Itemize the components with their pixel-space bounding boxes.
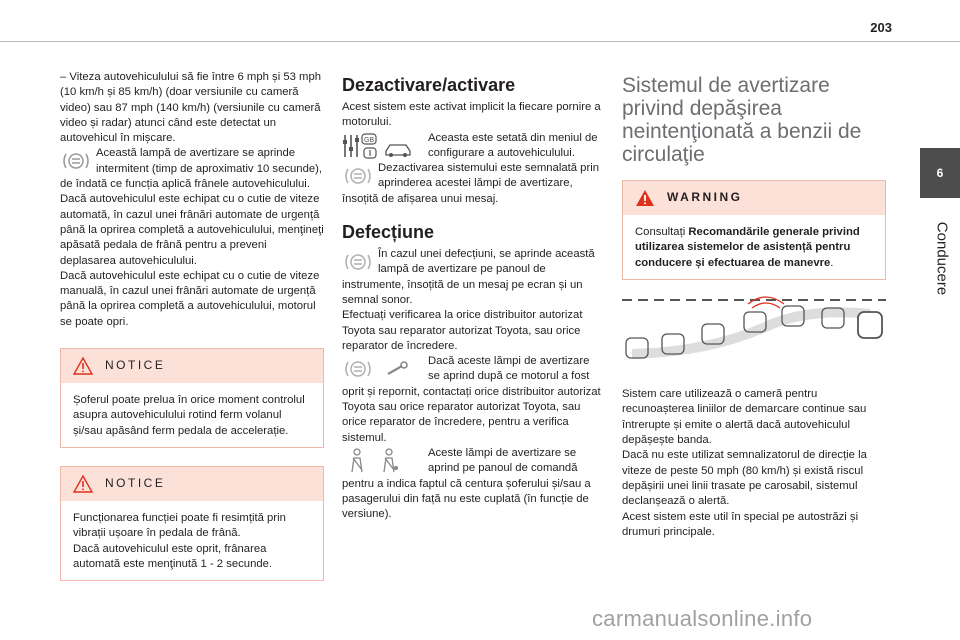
- notice-text: Șoferul poate prelua în orice moment controlul asupra autovehiculului rotind ferm volanul și/sau apăsând ferm pedala de accelerație.: [73, 394, 305, 437]
- notice-body: [61, 383, 323, 447]
- notice-header: [61, 467, 323, 501]
- menu-setting-text: Aceasta este setată din meniul de configurare a autovehiculului.: [428, 131, 598, 159]
- check-dealer-text: Efectuați verificarea la orice distribuitor autorizat Toyota sau reparator autorizat Toyota, sau orice reparator de încredere.: [342, 309, 583, 352]
- lamps-restart-text: Dacă aceste lămpi de avertizare se aprind după ce motorul a fost oprit și repornit, contactați orice distribuitor autorizat Toyota sau orice reparator autorizat Toyota, sau orice reparator de încredere, pentru a verifica sistemul.: [342, 355, 601, 444]
- aeb-warning-lamp-icon: [60, 146, 92, 176]
- speed-condition-text: – Viteza autovehiculului să fie între 6 mph și 53 mph (10 km/h și 85 km/h) (doar versiunile cu cameră video) sau 87 mph (140 km/h) (versiunile cu cameră video și radar) atunci când este detectat un autovehicul în mișcare.: [60, 71, 322, 145]
- notice-line-2: Dacă autovehiculul este oprit, frânarea automată este menţinută 1 - 2 secunde.: [73, 542, 273, 570]
- watermark: carmanualsonline.info: [592, 606, 813, 631]
- fault-lamp-icon: [342, 247, 374, 277]
- fault-text: În cazul unei defecțiuni, se aprinde această lampă de avertizare pe panoul de instrumente, însoțită de un mesaj pe ecran și un semnal sonor.: [342, 248, 595, 306]
- caution-triangle-icon: [73, 475, 93, 493]
- deactivation-lamp-icon: [342, 161, 374, 191]
- service-wrench-lamps-icon: [342, 354, 424, 384]
- lane-alert-condition: Dacă nu este utilizat semnalizatorul de direcție la viteze de peste 50 mph (80 km/h) și există riscul depășirii unei linii trasate pe carosabil, sistemul declanșează o alertă.: [622, 449, 867, 508]
- page-number: 203: [870, 20, 892, 35]
- gb-label: GB: [363, 136, 375, 144]
- deactivation-paragraph: [342, 161, 604, 207]
- belt-paragraph: [342, 446, 604, 522]
- chapter-title-text: Conducere: [933, 221, 951, 296]
- settings-menu-car-icon: [342, 131, 424, 161]
- notice-title: NOTICE: [105, 358, 166, 373]
- header-divider: [0, 41, 960, 42]
- fault-paragraph: [342, 247, 604, 308]
- section-heading-lane-departure: Sistemul de avertizare privind depăşirea neintenţionată a benzii de circulaţie: [622, 74, 862, 166]
- notice-box-2: [60, 466, 324, 581]
- warning-link-text: Recomandările generale privind utilizarea sistemelor de asistență pentru conducere și efectuarea de manevre: [635, 226, 860, 269]
- default-activation-text: Acest sistem este activat implicit la fiecare pornire a motorului.: [342, 101, 601, 129]
- notice-line-1: Funcționarea funcției poate fi resimțită prin vibrații ușoare în pedala de frână.: [73, 511, 286, 540]
- automatic-gearbox-text: Dacă autovehiculul este echipat cu o cutie de viteze automată, în cazul unei frânări automate de urgență până la oprirea completă a autovehiculului, menţineţi apăsată pedala de frână pentru a preveni deplasarea autovehiculului.: [60, 193, 324, 267]
- seatbelt-text: Aceste lămpi de avertizare se aprind pe panoul de comandă pentru a indica faptul că centura șoferului și/sau a pasagerului din față nu este cuplată (în funcție de versiune).: [342, 446, 591, 521]
- warning-suffix: .: [830, 256, 834, 269]
- chapter-tab[interactable]: 6: [920, 148, 960, 198]
- warning-header: [623, 181, 885, 215]
- warning-triangle-icon: [635, 189, 655, 207]
- column-middle: [342, 74, 604, 522]
- notice-body: [61, 501, 323, 580]
- notice-box-1: [60, 348, 324, 448]
- seatbelt-warning-icon: [342, 446, 424, 476]
- lane-usage-text: Acest sistem este util în special pe autostrăzi și drumuri principale.: [622, 510, 859, 538]
- lamps-paragraph: [342, 354, 604, 446]
- warning-prefix: Consultați: [635, 226, 689, 238]
- lamp-flashing-text: Această lampă de avertizare se aprinde intermitent (timp de aproximativ 10 secunde), de îndată ce funcția aplică frânele autovehiculului.: [60, 147, 323, 191]
- deactivation-text: Dezactivarea sistemului este semnalată prin aprinderea acestei lămpi de avertizare, însoțită de afișarea unui mesaj.: [342, 162, 600, 205]
- caution-triangle-icon: [73, 357, 93, 375]
- section-heading-fault: Defecțiune: [342, 222, 435, 243]
- lane-system-description: Sistem care utilizează o cameră pentru recunoașterea liniilor de demarcare continue sau întrerupte și emite o alertă dacă autovehiculul depășește banda.: [622, 388, 867, 447]
- brake-lamp-paragraph: [60, 146, 324, 192]
- warning-box: [622, 180, 886, 280]
- column-left: [60, 70, 324, 581]
- menu-paragraph: [342, 131, 604, 162]
- manual-gearbox-text: Dacă autovehiculul este echipat cu o cutie de viteze manuală, în cazul unei frânări automate de urgență până la oprirea completă a autovehiculului, motorul se poate opri.: [60, 269, 320, 328]
- notice-header: [61, 349, 323, 383]
- warning-body: [623, 215, 885, 279]
- chapter-title: [932, 212, 952, 302]
- notice-title: NOTICE: [105, 476, 166, 491]
- lane-departure-illustration: [622, 294, 886, 364]
- section-heading-deactivation: Dezactivare/activare: [342, 75, 516, 95]
- column-right: [622, 74, 886, 540]
- warning-title: WARNING: [667, 190, 743, 205]
